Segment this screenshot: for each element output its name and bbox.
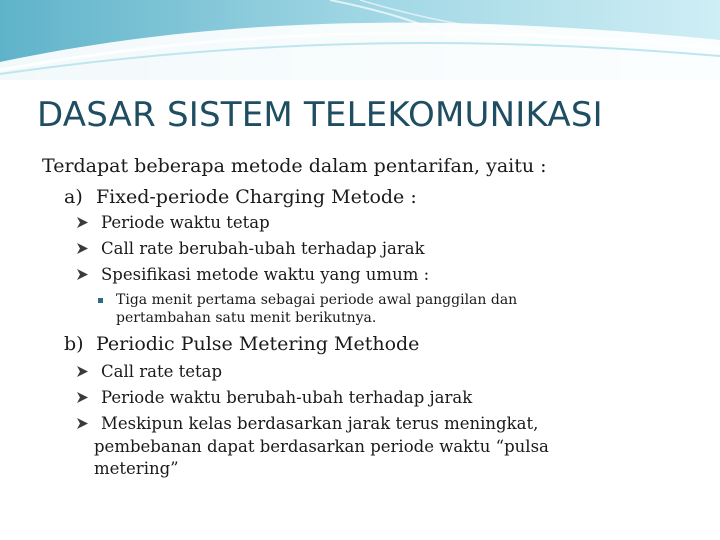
arrow-bullet-icon: [76, 216, 89, 229]
intro-text: Terdapat beberapa metode dalam pentarifan, yaitu :: [42, 155, 547, 177]
bullet-text: Call rate tetap: [101, 362, 223, 381]
section-b-marker: b): [64, 333, 84, 355]
section-a-heading: [64, 186, 417, 208]
section-b-title: Periodic Pulse Metering Methode: [96, 333, 420, 355]
arrow-bullet-icon: [76, 365, 89, 378]
slide-title: DASAR SISTEM TELEKOMUNIKASI: [37, 95, 603, 135]
bullet-continuation: pembebanan dapat berdasarkan periode waktu “pulsa: [94, 437, 549, 456]
section-b-heading: [64, 333, 419, 355]
header-decoration: [0, 0, 720, 80]
arrow-bullet-icon: [76, 268, 89, 281]
arrow-bullet-icon: [76, 417, 89, 430]
arrow-bullet-icon: [76, 391, 89, 404]
bullet-text: Periode waktu berubah-ubah terhadap jarak: [101, 388, 473, 407]
sub-bullet-line-1: Tiga menit pertama sebagai periode awal panggilan dan: [116, 292, 518, 308]
sub-bullet-line-2: pertambahan satu menit berikutnya.: [116, 310, 377, 326]
square-bullet-icon: [98, 298, 103, 303]
bullet-continuation: metering”: [94, 459, 179, 478]
bullet-text: Periode waktu tetap: [101, 213, 270, 232]
section-a-marker: a): [64, 186, 83, 208]
bullet-text: Spesifikasi metode waktu yang umum :: [101, 265, 430, 284]
arrow-bullet-icon: [76, 242, 89, 255]
bullet-text: Meskipun kelas berdasarkan jarak terus meningkat,: [101, 414, 539, 433]
section-a-title: Fixed-periode Charging Metode :: [96, 186, 417, 208]
bullet-text: Call rate berubah-ubah terhadap jarak: [101, 239, 425, 258]
